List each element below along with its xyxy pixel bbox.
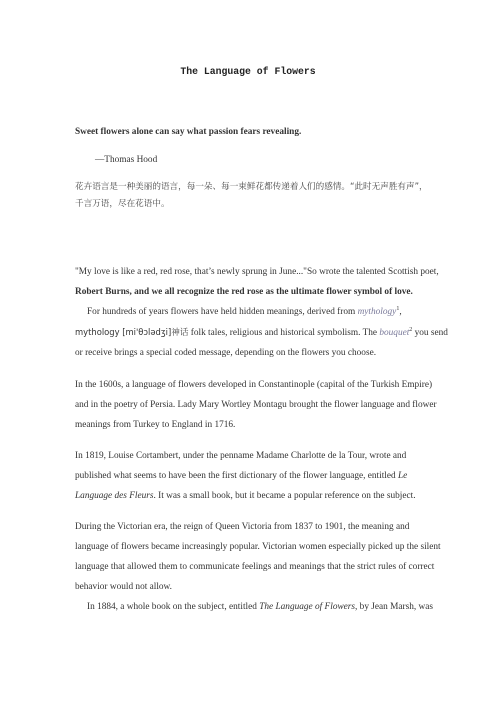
paragraph-6 — [75, 597, 455, 617]
text-run: In 1884, a whole book on the subject, entitled — [87, 602, 260, 612]
paragraph-line: language that allowed them to communicate feelings and meanings that the strict rules of correct — [75, 562, 435, 572]
chinese-intro — [75, 177, 435, 214]
paragraph-3 — [75, 375, 455, 435]
paragraph-line: or receive brings a special coded message, depending on the flowers you choose. — [75, 348, 377, 358]
footnote-marker: 2 — [409, 326, 413, 333]
paragraph-line — [75, 302, 455, 322]
paragraph-line: language of flowers became increasingly popular. Victorian women especially picked up the silent — [75, 542, 441, 552]
paragraph-line — [75, 486, 455, 506]
paragraph-4 — [75, 446, 455, 506]
text-run: For hundreds of years flowers have held hidden meanings, derived from — [87, 307, 358, 317]
mythology-term: mythology — [357, 307, 397, 317]
document-title: The Language of Flowers — [180, 66, 316, 77]
epigraph-attribution: —Thomas Hood — [95, 155, 158, 165]
text-run: published what seems to have been the first dictionary of the flower language, entitled — [75, 471, 398, 481]
paragraph-line: During the Victorian era, the reign of Queen Victoria from 1837 to 1901, the meaning and — [75, 522, 410, 532]
text-run: , — [399, 307, 402, 317]
paragraph-line: meanings from Turkey to England in 1716. — [75, 420, 236, 430]
paragraph-line — [75, 466, 455, 486]
glossary-term: mythology [mi'θɔlədʒi] — [75, 327, 172, 337]
chinese-intro-line: 千言万语，尽在花语中。 — [75, 199, 170, 209]
paragraph-line: and in the poetry of Persia. Lady Mary Wortley Montagu brought the flower language and flower — [75, 400, 437, 410]
chinese-intro-line: 花卉语言是一种美丽的语言，每一朵、每一束鲜花都传递着人们的感情。“此时无声胜有声”， — [75, 182, 428, 192]
footnote-marker: 1 — [396, 305, 400, 312]
text-run: . It was a small book, but it became a popular reference on the subject. — [153, 491, 416, 501]
text-run: , by Jean Marsh, was — [355, 602, 434, 612]
paragraph-1 — [75, 262, 455, 302]
text-run: folk tales, religious and historical symbolism. The — [188, 328, 380, 338]
paragraph-line: behavior would not allow. — [75, 582, 172, 592]
paragraph-2 — [75, 302, 455, 363]
paragraph-line: Robert Burns, and we all recognize the red rose as the ultimate flower symbol of love. — [75, 287, 413, 297]
paragraph-line — [75, 322, 455, 343]
book-title-part: Language des Fleurs — [75, 491, 154, 501]
epigraph: Sweet flowers alone can say what passion fears revealing. — [75, 127, 302, 137]
paragraph-line: In the 1600s, a language of flowers developed in Constantinople (capital of the Turkish Empire) — [75, 380, 433, 390]
paragraph-line: In 1819, Louise Cortambert, under the penname Madame Charlotte de la Tour, wrote and — [75, 451, 407, 461]
paragraph-5 — [75, 517, 455, 597]
book-title: The Language of Flowers — [259, 602, 356, 612]
book-title-part: Le — [397, 471, 408, 481]
text-run: you send — [412, 328, 448, 338]
glossary-translation: 神话 — [171, 328, 189, 338]
paragraph-line: "My love is like a red, red rose, that’s newly sprung in June..."So wrote the talented Scottish poet, — [75, 267, 439, 277]
bouquet-term: bouquet — [379, 328, 410, 338]
